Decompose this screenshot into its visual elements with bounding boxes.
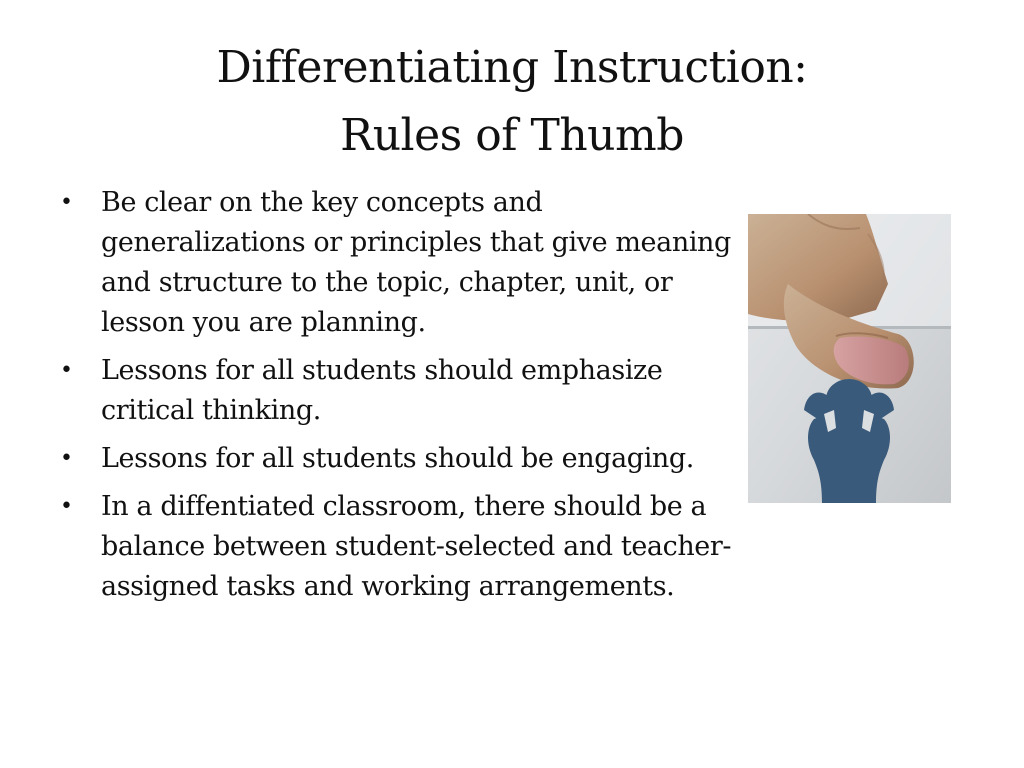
- bullet-text: In a diffentiated classroom, there should be a balance between student-selected and teacher-assigned tasks and working arrangements.: [101, 491, 732, 602]
- thumb-pressing-figure-icon: [748, 214, 951, 503]
- bullet-text: Be clear on the key concepts and generalizations or principles that give meaning and structure to the topic, chapter, unit, or lesson you are planning.: [101, 187, 731, 338]
- title-line-2: Rules of Thumb: [340, 110, 684, 161]
- bullet-item: [60, 351, 732, 431]
- bullet-text: Lessons for all students should be engaging.: [101, 443, 694, 474]
- thumb-photo: [748, 214, 951, 503]
- bullet-item: [60, 487, 732, 607]
- bullet-list: [60, 183, 732, 615]
- title-line-1: Differentiating Instruction:: [216, 42, 808, 93]
- slide-title: [0, 34, 1024, 170]
- bullet-dot: •: [60, 358, 73, 383]
- bullet-item: [60, 439, 732, 479]
- bullet-item: [60, 183, 732, 343]
- bullet-dot: •: [60, 190, 73, 215]
- bullet-dot: •: [60, 446, 73, 471]
- bullet-text: Lessons for all students should emphasize critical thinking.: [101, 355, 663, 426]
- bullet-dot: •: [60, 494, 73, 519]
